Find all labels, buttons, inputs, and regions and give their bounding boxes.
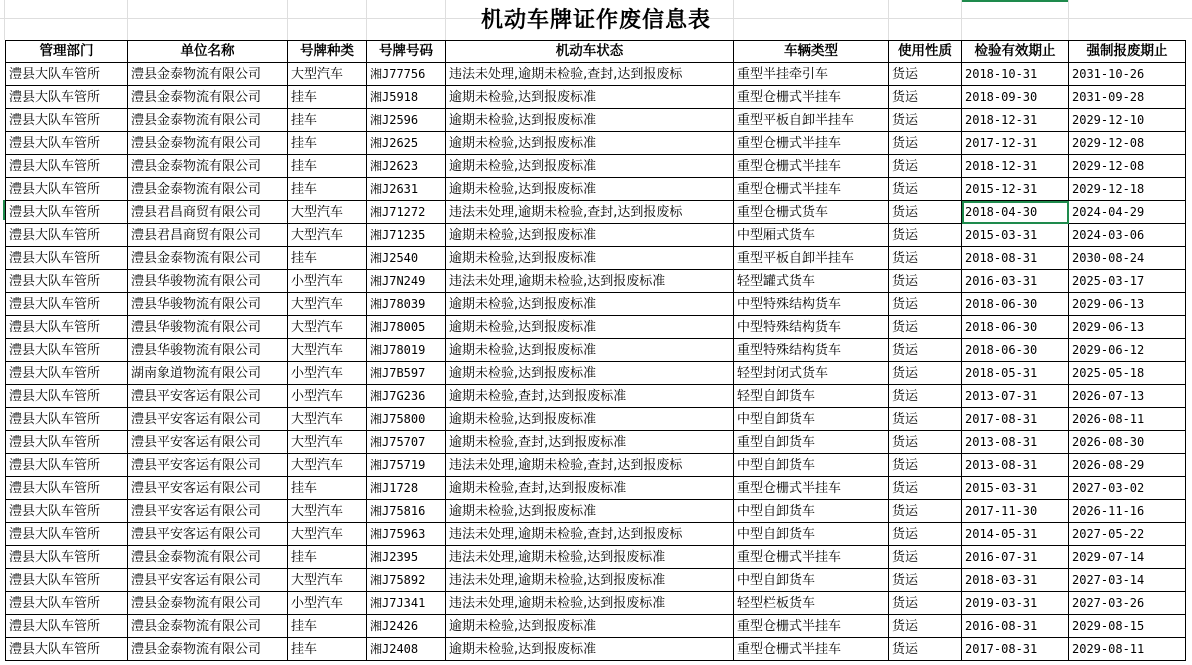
table-cell[interactable]: 重型仓栅式半挂车	[734, 615, 889, 638]
table-cell[interactable]: 逾期未检验,达到报废标准	[446, 638, 734, 661]
table-cell[interactable]: 重型仓栅式半挂车	[734, 86, 889, 109]
table-cell[interactable]: 湘J75963	[367, 523, 446, 546]
table-cell[interactable]: 重型仓栅式货车	[734, 201, 889, 224]
table-cell[interactable]: 澧县大队车管所	[6, 546, 128, 569]
table-cell[interactable]: 逾期未检验,达到报废标准	[446, 155, 734, 178]
table-cell[interactable]: 大型汽车	[288, 523, 367, 546]
header-cell[interactable]: 车辆类型	[734, 41, 889, 63]
table-cell[interactable]: 小型汽车	[288, 270, 367, 293]
table-cell[interactable]: 2031-09-28	[1069, 86, 1186, 109]
header-cell[interactable]: 机动车状态	[446, 41, 734, 63]
table-cell[interactable]: 货运	[889, 546, 962, 569]
table-cell[interactable]: 货运	[889, 339, 962, 362]
table-row	[6, 270, 1186, 293]
table-cell[interactable]: 重型半挂牵引车	[734, 63, 889, 86]
table-cell[interactable]: 挂车	[288, 615, 367, 638]
table-cell[interactable]: 2015-12-31	[962, 178, 1069, 201]
table-cell[interactable]: 湘J75719	[367, 454, 446, 477]
table-cell[interactable]: 澧县平安客运有限公司	[128, 477, 288, 500]
table-cell[interactable]: 湘J71272	[367, 201, 446, 224]
table-row	[6, 431, 1186, 454]
table-cell[interactable]: 逾期未检验,达到报废标准	[446, 362, 734, 385]
table-cell[interactable]: 澧县大队车管所	[6, 155, 128, 178]
table-cell[interactable]: 挂车	[288, 109, 367, 132]
table-cell[interactable]: 2013-08-31	[962, 454, 1069, 477]
table-row	[6, 408, 1186, 431]
table-cell[interactable]: 轻型罐式货车	[734, 270, 889, 293]
table-cell[interactable]: 2017-08-31	[962, 408, 1069, 431]
table-cell[interactable]: 挂车	[288, 546, 367, 569]
header-cell[interactable]: 单位名称	[128, 41, 288, 63]
table-cell[interactable]: 澧县平安客运有限公司	[128, 569, 288, 592]
table-cell[interactable]: 湘J78019	[367, 339, 446, 362]
table-cell[interactable]: 2029-06-13	[1069, 316, 1186, 339]
table-cell[interactable]: 澧县大队车管所	[6, 178, 128, 201]
table-cell[interactable]: 2029-06-13	[1069, 293, 1186, 316]
table-cell[interactable]: 澧县大队车管所	[6, 293, 128, 316]
table-cell[interactable]: 大型汽车	[288, 500, 367, 523]
table-cell[interactable]: 中型特殊结构货车	[734, 293, 889, 316]
table-row	[6, 224, 1186, 247]
table-cell[interactable]: 大型汽车	[288, 569, 367, 592]
table-cell[interactable]: 2018-05-31	[962, 362, 1069, 385]
table-cell[interactable]: 澧县大队车管所	[6, 523, 128, 546]
table-cell[interactable]: 逾期未检验,查封,达到报废标准	[446, 385, 734, 408]
table-row	[6, 477, 1186, 500]
table-cell[interactable]: 2019-03-31	[962, 592, 1069, 615]
table-cell[interactable]: 货运	[889, 224, 962, 247]
table-cell[interactable]: 违法未处理,逾期未检验,查封,达到报废标	[446, 201, 734, 224]
table-row	[6, 362, 1186, 385]
table-cell[interactable]: 违法未处理,逾期未检验,查封,达到报废标	[446, 523, 734, 546]
table-cell[interactable]: 湖南象道物流有限公司	[128, 362, 288, 385]
table-cell[interactable]: 湘J7N249	[367, 270, 446, 293]
table-cell[interactable]: 湘J71235	[367, 224, 446, 247]
table-cell[interactable]: 澧县金泰物流有限公司	[128, 155, 288, 178]
table-cell[interactable]: 2015-03-31	[962, 477, 1069, 500]
table-cell[interactable]: 澧县金泰物流有限公司	[128, 109, 288, 132]
table-cell[interactable]: 重型仓栅式半挂车	[734, 132, 889, 155]
table-row	[6, 638, 1186, 661]
table-cell[interactable]: 挂车	[288, 86, 367, 109]
table-cell[interactable]: 湘J7G236	[367, 385, 446, 408]
table-cell[interactable]: 澧县大队车管所	[6, 201, 128, 224]
table-cell[interactable]: 澧县平安客运有限公司	[128, 431, 288, 454]
table-cell[interactable]: 2018-03-31	[962, 569, 1069, 592]
table-cell[interactable]: 货运	[889, 362, 962, 385]
table-cell[interactable]: 重型平板自卸半挂车	[734, 247, 889, 270]
table-cell[interactable]: 澧县大队车管所	[6, 615, 128, 638]
table-cell[interactable]: 货运	[889, 454, 962, 477]
table-cell[interactable]: 中型自卸货车	[734, 569, 889, 592]
table-cell[interactable]: 货运	[889, 86, 962, 109]
table-cell[interactable]: 澧县大队车管所	[6, 109, 128, 132]
table-cell[interactable]: 货运	[889, 477, 962, 500]
table-cell[interactable]: 澧县大队车管所	[6, 592, 128, 615]
table-cell[interactable]: 货运	[889, 109, 962, 132]
table-cell[interactable]: 2018-08-31	[962, 247, 1069, 270]
table-cell[interactable]: 2024-04-29	[1069, 201, 1186, 224]
table-cell[interactable]: 货运	[889, 132, 962, 155]
table-cell[interactable]: 逾期未检验,查封,达到报废标准	[446, 431, 734, 454]
table-cell[interactable]: 小型汽车	[288, 362, 367, 385]
table-cell[interactable]: 湘J77756	[367, 63, 446, 86]
table-cell[interactable]: 大型汽车	[288, 454, 367, 477]
table-cell[interactable]: 2029-07-14	[1069, 546, 1186, 569]
table-cell[interactable]: 湘J2408	[367, 638, 446, 661]
table-cell[interactable]: 澧县大队车管所	[6, 638, 128, 661]
table-cell[interactable]: 货运	[889, 431, 962, 454]
table-row	[6, 500, 1186, 523]
table-cell[interactable]: 2014-05-31	[962, 523, 1069, 546]
table-row	[6, 523, 1186, 546]
table-cell[interactable]: 2016-03-31	[962, 270, 1069, 293]
table-cell[interactable]: 2027-03-26	[1069, 592, 1186, 615]
table-cell[interactable]: 2026-08-29	[1069, 454, 1186, 477]
table-cell[interactable]: 湘J75800	[367, 408, 446, 431]
header-cell[interactable]: 强制报废期止	[1069, 41, 1186, 63]
table-cell[interactable]: 2018-06-30	[962, 316, 1069, 339]
table-cell[interactable]: 澧县平安客运有限公司	[128, 385, 288, 408]
table-cell[interactable]: 大型汽车	[288, 201, 367, 224]
table-cell[interactable]: 2029-12-08	[1069, 155, 1186, 178]
table-cell[interactable]: 逾期未检验,达到报废标准	[446, 293, 734, 316]
table-cell[interactable]: 逾期未检验,查封,达到报废标准	[446, 477, 734, 500]
table-row	[6, 293, 1186, 316]
table-cell[interactable]: 中型自卸货车	[734, 408, 889, 431]
table-cell[interactable]: 2017-12-31	[962, 132, 1069, 155]
table-cell[interactable]: 2025-05-18	[1069, 362, 1186, 385]
table-row	[6, 339, 1186, 362]
table-cell[interactable]: 澧县大队车管所	[6, 63, 128, 86]
table-cell[interactable]: 挂车	[288, 155, 367, 178]
sheet-title[interactable]: 机动车牌证作废信息表	[480, 8, 711, 33]
table-cell[interactable]: 2018-06-30	[962, 293, 1069, 316]
table-cell[interactable]: 澧县金泰物流有限公司	[128, 63, 288, 86]
table-cell[interactable]: 澧县大队车管所	[6, 224, 128, 247]
table-cell[interactable]: 澧县大队车管所	[6, 477, 128, 500]
table-cell[interactable]: 湘J2623	[367, 155, 446, 178]
header-cell[interactable]: 管理部门	[6, 41, 128, 63]
table-cell[interactable]: 澧县大队车管所	[6, 339, 128, 362]
table-row	[6, 546, 1186, 569]
table-row	[6, 109, 1186, 132]
table-cell[interactable]: 湘J7B597	[367, 362, 446, 385]
table-cell[interactable]: 2018-06-30	[962, 339, 1069, 362]
table-cell[interactable]: 2018-09-30	[962, 86, 1069, 109]
table-cell[interactable]: 货运	[889, 408, 962, 431]
table-cell[interactable]: 2029-12-08	[1069, 132, 1186, 155]
table-cell[interactable]: 澧县大队车管所	[6, 431, 128, 454]
table-cell[interactable]: 澧县大队车管所	[6, 408, 128, 431]
table-cell[interactable]: 2030-08-24	[1069, 247, 1186, 270]
table-cell[interactable]: 2018-12-31	[962, 109, 1069, 132]
table-cell[interactable]: 小型汽车	[288, 592, 367, 615]
table-row	[6, 385, 1186, 408]
table-cell[interactable]: 中型自卸货车	[734, 523, 889, 546]
table-cell[interactable]: 2013-07-31	[962, 385, 1069, 408]
table-cell[interactable]: 中型自卸货车	[734, 454, 889, 477]
table-row	[6, 178, 1186, 201]
table-cell[interactable]: 重型平板自卸半挂车	[734, 109, 889, 132]
table-cell[interactable]: 澧县平安客运有限公司	[128, 454, 288, 477]
table-cell[interactable]: 澧县大队车管所	[6, 316, 128, 339]
table-cell[interactable]: 货运	[889, 523, 962, 546]
table-cell[interactable]: 2024-03-06	[1069, 224, 1186, 247]
table-cell[interactable]: 湘J7J341	[367, 592, 446, 615]
table-cell[interactable]: 湘J78005	[367, 316, 446, 339]
table-cell[interactable]: 货运	[889, 592, 962, 615]
table-cell[interactable]: 中型自卸货车	[734, 500, 889, 523]
header-cell[interactable]: 检验有效期止	[962, 41, 1069, 63]
table-cell[interactable]: 澧县金泰物流有限公司	[128, 178, 288, 201]
header-cell[interactable]: 使用性质	[889, 41, 962, 63]
table-cell[interactable]: 湘J2596	[367, 109, 446, 132]
table-cell[interactable]: 澧县华骏物流有限公司	[128, 316, 288, 339]
table-cell[interactable]: 澧县大队车管所	[6, 569, 128, 592]
table-row	[6, 615, 1186, 638]
table-cell[interactable]: 2027-03-14	[1069, 569, 1186, 592]
table-cell[interactable]: 2015-03-31	[962, 224, 1069, 247]
table-cell[interactable]: 大型汽车	[288, 431, 367, 454]
header-cell[interactable]: 号牌号码	[367, 41, 446, 63]
header-cell[interactable]: 号牌种类	[288, 41, 367, 63]
table-cell[interactable]: 大型汽车	[288, 224, 367, 247]
table-cell[interactable]: 挂车	[288, 638, 367, 661]
table-cell[interactable]: 重型自卸货车	[734, 431, 889, 454]
table-cell[interactable]: 湘J78039	[367, 293, 446, 316]
table-cell[interactable]: 货运	[889, 500, 962, 523]
table-cell[interactable]: 违法未处理,逾期未检验,达到报废标准	[446, 592, 734, 615]
table-cell[interactable]: 违法未处理,逾期未检验,查封,达到报废标	[446, 454, 734, 477]
table-cell[interactable]: 澧县大队车管所	[6, 132, 128, 155]
table-cell[interactable]: 逾期未检验,达到报废标准	[446, 339, 734, 362]
table-cell[interactable]: 逾期未检验,达到报废标准	[446, 109, 734, 132]
table-cell[interactable]: 货运	[889, 201, 962, 224]
table-cell[interactable]: 湘J2631	[367, 178, 446, 201]
table-cell[interactable]: 澧县大队车管所	[6, 500, 128, 523]
table-row	[6, 132, 1186, 155]
table-cell[interactable]: 货运	[889, 178, 962, 201]
table-cell[interactable]: 2026-07-13	[1069, 385, 1186, 408]
table-cell[interactable]: 挂车	[288, 247, 367, 270]
table-cell[interactable]: 货运	[889, 385, 962, 408]
table-cell[interactable]: 湘J2395	[367, 546, 446, 569]
active-row-marker	[3, 200, 5, 220]
table-cell[interactable]: 澧县大队车管所	[6, 362, 128, 385]
table-cell[interactable]: 湘J1728	[367, 477, 446, 500]
table-cell[interactable]: 澧县华骏物流有限公司	[128, 339, 288, 362]
table-cell[interactable]: 逾期未检验,达到报废标准	[446, 247, 734, 270]
table-cell[interactable]: 2029-12-10	[1069, 109, 1186, 132]
table-cell[interactable]: 货运	[889, 638, 962, 661]
table-cell[interactable]: 货运	[889, 63, 962, 86]
table-row	[6, 201, 1186, 224]
table-cell[interactable]: 大型汽车	[288, 63, 367, 86]
table-cell[interactable]: 2029-06-12	[1069, 339, 1186, 362]
table-cell[interactable]: 澧县君昌商贸有限公司	[128, 201, 288, 224]
table-cell[interactable]: 货运	[889, 270, 962, 293]
table-row	[6, 63, 1186, 86]
table-cell[interactable]: 2016-08-31	[962, 615, 1069, 638]
table-cell[interactable]: 湘J75707	[367, 431, 446, 454]
table-cell[interactable]: 湘J5918	[367, 86, 446, 109]
table-cell[interactable]: 违法未处理,逾期未检验,达到报废标准	[446, 270, 734, 293]
table-cell[interactable]: 澧县金泰物流有限公司	[128, 132, 288, 155]
table-cell[interactable]: 大型汽车	[288, 293, 367, 316]
table-body	[6, 63, 1186, 661]
table-cell[interactable]: 违法未处理,逾期未检验,达到报废标准	[446, 569, 734, 592]
table-cell[interactable]: 澧县大队车管所	[6, 270, 128, 293]
table-cell[interactable]: 澧县平安客运有限公司	[128, 500, 288, 523]
table-cell[interactable]: 货运	[889, 247, 962, 270]
table-row	[6, 86, 1186, 109]
table-cell[interactable]: 轻型栏板货车	[734, 592, 889, 615]
table-cell[interactable]: 货运	[889, 293, 962, 316]
table-cell[interactable]: 重型仓栅式半挂车	[734, 178, 889, 201]
table-cell[interactable]: 违法未处理,逾期未检验,查封,达到报废标	[446, 63, 734, 86]
table-cell[interactable]: 逾期未检验,达到报废标准	[446, 178, 734, 201]
table-cell[interactable]: 澧县金泰物流有限公司	[128, 86, 288, 109]
table-cell[interactable]: 2018-10-31	[962, 63, 1069, 86]
table-cell[interactable]: 重型仓栅式半挂车	[734, 546, 889, 569]
table-cell[interactable]: 货运	[889, 316, 962, 339]
header-row	[6, 41, 1186, 63]
table-cell[interactable]: 挂车	[288, 477, 367, 500]
table-row	[6, 316, 1186, 339]
table-cell[interactable]: 澧县金泰物流有限公司	[128, 638, 288, 661]
table-cell[interactable]: 澧县金泰物流有限公司	[128, 546, 288, 569]
table-cell[interactable]: 2016-07-31	[962, 546, 1069, 569]
table-cell[interactable]: 重型仓栅式半挂车	[734, 638, 889, 661]
table-cell[interactable]: 澧县金泰物流有限公司	[128, 247, 288, 270]
table-row	[6, 155, 1186, 178]
selected-cell[interactable]: 2018-04-30	[962, 201, 1069, 224]
table-cell[interactable]: 轻型自卸货车	[734, 385, 889, 408]
table-cell[interactable]: 澧县华骏物流有限公司	[128, 293, 288, 316]
table-cell[interactable]: 2026-11-16	[1069, 500, 1186, 523]
table-cell[interactable]: 湘J75892	[367, 569, 446, 592]
table-cell[interactable]: 2018-12-31	[962, 155, 1069, 178]
table-cell[interactable]: 重型仓栅式半挂车	[734, 155, 889, 178]
table-cell[interactable]: 2017-08-31	[962, 638, 1069, 661]
table-cell[interactable]: 2027-05-22	[1069, 523, 1186, 546]
table-cell[interactable]: 2025-03-17	[1069, 270, 1186, 293]
table-cell[interactable]: 逾期未检验,达到报废标准	[446, 224, 734, 247]
table-cell[interactable]: 重型仓栅式半挂车	[734, 477, 889, 500]
table-cell[interactable]: 挂车	[288, 132, 367, 155]
table-cell[interactable]: 澧县平安客运有限公司	[128, 523, 288, 546]
table-cell[interactable]: 逾期未检验,达到报废标准	[446, 316, 734, 339]
table-cell[interactable]: 湘J2625	[367, 132, 446, 155]
table-cell[interactable]: 违法未处理,逾期未检验,达到报废标准	[446, 546, 734, 569]
table-cell[interactable]: 大型汽车	[288, 316, 367, 339]
table-cell[interactable]: 澧县君昌商贸有限公司	[128, 224, 288, 247]
table-row	[6, 454, 1186, 477]
table-cell[interactable]: 逾期未检验,达到报废标准	[446, 500, 734, 523]
table-cell[interactable]: 逾期未检验,达到报废标准	[446, 615, 734, 638]
table-cell[interactable]: 2031-10-26	[1069, 63, 1186, 86]
table-cell[interactable]: 货运	[889, 569, 962, 592]
table-cell[interactable]: 大型汽车	[288, 408, 367, 431]
table-cell[interactable]: 挂车	[288, 178, 367, 201]
table-cell[interactable]: 2029-08-11	[1069, 638, 1186, 661]
table-cell[interactable]: 澧县平安客运有限公司	[128, 408, 288, 431]
table-cell[interactable]: 2017-11-30	[962, 500, 1069, 523]
table-cell[interactable]: 澧县大队车管所	[6, 247, 128, 270]
table-cell[interactable]: 澧县金泰物流有限公司	[128, 592, 288, 615]
table-cell[interactable]: 2027-03-02	[1069, 477, 1186, 500]
table-cell[interactable]: 澧县大队车管所	[6, 454, 128, 477]
table-cell[interactable]: 逾期未检验,达到报废标准	[446, 408, 734, 431]
table-cell[interactable]: 小型汽车	[288, 385, 367, 408]
table-cell[interactable]: 2026-08-30	[1069, 431, 1186, 454]
table-cell[interactable]: 2026-08-11	[1069, 408, 1186, 431]
table-cell[interactable]: 澧县金泰物流有限公司	[128, 615, 288, 638]
table-cell[interactable]: 货运	[889, 155, 962, 178]
table-cell[interactable]: 2029-12-18	[1069, 178, 1186, 201]
table-cell[interactable]: 重型特殊结构货车	[734, 339, 889, 362]
table-row	[6, 247, 1186, 270]
table-cell[interactable]: 逾期未检验,达到报废标准	[446, 86, 734, 109]
table-cell[interactable]: 2029-08-15	[1069, 615, 1186, 638]
table-cell[interactable]: 轻型封闭式货车	[734, 362, 889, 385]
table-cell[interactable]: 澧县大队车管所	[6, 385, 128, 408]
table-cell[interactable]: 逾期未检验,达到报废标准	[446, 132, 734, 155]
table-cell[interactable]: 大型汽车	[288, 339, 367, 362]
data-table	[5, 40, 1186, 661]
table-row	[6, 592, 1186, 615]
table-row	[6, 569, 1186, 592]
table-cell[interactable]: 中型厢式货车	[734, 224, 889, 247]
table-cell[interactable]: 澧县大队车管所	[6, 86, 128, 109]
table-cell[interactable]: 湘J2540	[367, 247, 446, 270]
table-cell[interactable]: 货运	[889, 615, 962, 638]
table-cell[interactable]: 湘J75816	[367, 500, 446, 523]
table-cell[interactable]: 中型特殊结构货车	[734, 316, 889, 339]
table-cell[interactable]: 澧县华骏物流有限公司	[128, 270, 288, 293]
table-cell[interactable]: 2013-08-31	[962, 431, 1069, 454]
table-cell[interactable]: 湘J2426	[367, 615, 446, 638]
